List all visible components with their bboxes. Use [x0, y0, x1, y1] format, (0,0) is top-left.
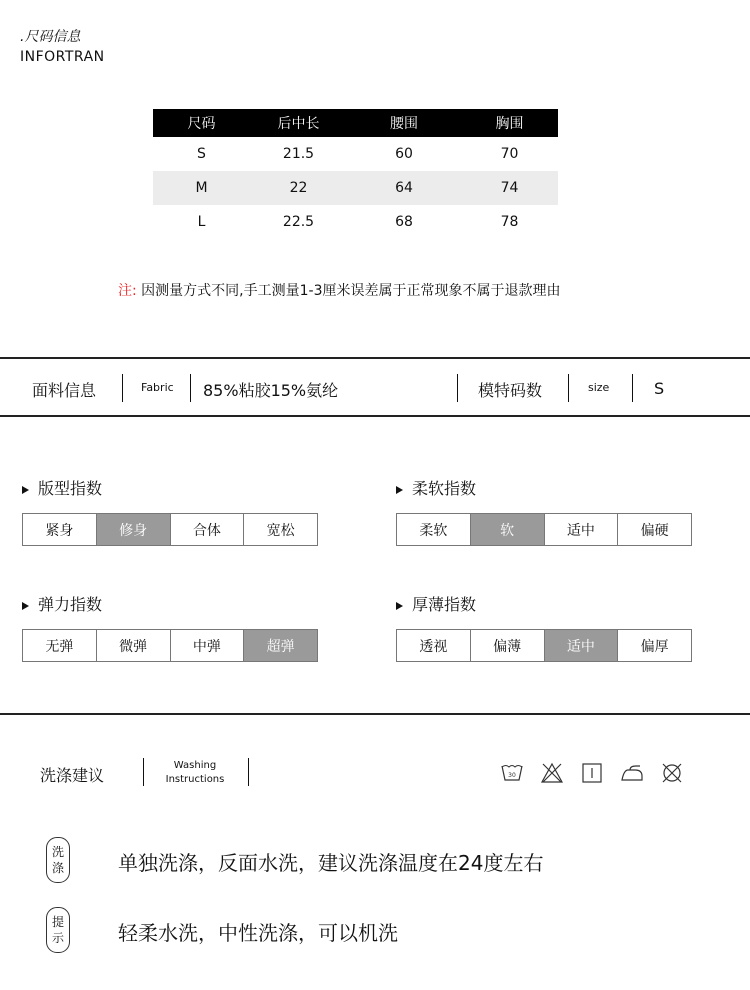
table-cell: 64 [395, 180, 413, 196]
model-size-label: 模特码数 [478, 381, 543, 400]
index-title: 柔软指数 [396, 476, 692, 499]
size-table [153, 109, 558, 239]
care-instruction: 单独洗涤，反面水洗，建议洗涤温度在24度左右 [118, 851, 544, 875]
iron-icon [620, 761, 644, 785]
scale-option: 微弹 [96, 630, 170, 661]
fabric-value: 85%粘胶15%氨纶 [203, 381, 339, 400]
note-label: 注: [118, 283, 137, 299]
scale-option: 偏硬 [617, 514, 691, 545]
index-title: 厚薄指数 [396, 592, 692, 615]
index-title: 弹力指数 [22, 592, 318, 615]
separator [248, 758, 249, 786]
scale-option-selected: 适中 [544, 630, 618, 661]
separator [632, 374, 633, 402]
table-cell: L [197, 214, 206, 230]
divider [0, 415, 750, 417]
index-scale [396, 629, 692, 662]
triangle-bullet-icon [22, 602, 29, 610]
wash-30-icon [500, 761, 524, 785]
triangle-bullet-icon [396, 602, 403, 610]
scale-option-selected: 超弹 [243, 630, 317, 661]
scale-option: 无弹 [45, 638, 74, 655]
triangle-bullet-icon [22, 486, 29, 494]
scale-option: 偏厚 [617, 630, 691, 661]
table-row [153, 171, 558, 205]
table-cell: 78 [500, 214, 519, 230]
divider [0, 713, 750, 715]
column-header: 腰围 [390, 116, 418, 132]
scale-option: 紧身 [45, 522, 74, 539]
care-instruction: 轻柔水洗，中性洗涤，可以机洗 [118, 921, 398, 945]
table-cell: 70 [500, 146, 519, 162]
scale-option: 适中 [544, 514, 618, 545]
section-title-cn: .尺码信息 [20, 29, 81, 45]
separator [457, 374, 458, 402]
separator [568, 374, 569, 402]
scale-option: 偏薄 [470, 630, 544, 661]
fabric-label-en: Fabric [141, 381, 174, 394]
column-header: 后中长 [277, 116, 320, 132]
triangle-bullet-icon [396, 486, 403, 494]
model-size-value: S [654, 379, 665, 398]
separator [122, 374, 123, 402]
scale-option: 透视 [419, 638, 448, 655]
index-title: 版型指数 [22, 476, 318, 499]
scale-option: 宽松 [243, 514, 317, 545]
index-scale [22, 513, 318, 546]
wash-temp-label: 30 [508, 772, 516, 779]
no-bleach-icon [540, 761, 564, 785]
thickness-index [396, 592, 692, 662]
column-header: 尺码 [187, 116, 216, 132]
table-cell: 60 [395, 146, 413, 162]
fabric-label: 面料信息 [32, 381, 97, 400]
washing-label: 洗涤建议 [40, 766, 105, 785]
separator [190, 374, 191, 402]
table-cell: 21.5 [282, 146, 315, 162]
section-title-en: INFORTRAN [20, 49, 105, 65]
index-scale [396, 513, 692, 546]
scale-option: 合体 [170, 514, 244, 545]
table-cell: S [197, 146, 206, 162]
table-row [153, 137, 558, 171]
table-cell: 22 [289, 180, 308, 196]
scale-option: 柔软 [419, 522, 448, 539]
column-header: 胸围 [495, 116, 524, 132]
wash-badge-icon: 洗 涤 [46, 837, 70, 883]
fit-index [22, 476, 318, 546]
scale-option-selected: 修身 [96, 514, 170, 545]
scale-option: 中弹 [170, 630, 244, 661]
table-cell: M [195, 180, 208, 196]
separator [143, 758, 144, 786]
table-row [153, 205, 558, 239]
line-dry-icon [580, 761, 604, 785]
table-header-row [153, 109, 558, 137]
measurement-note [118, 280, 561, 300]
table-cell: 68 [395, 214, 413, 230]
table-cell: 74 [500, 180, 519, 196]
note-text: 因测量方式不同,手工测量1-3厘米误差属于正常现象不属于退款理由 [141, 283, 561, 299]
softness-index [396, 476, 692, 546]
elasticity-index [22, 592, 318, 662]
washing-label-en: Washing Instructions [165, 760, 225, 785]
no-dry-clean-icon [660, 761, 684, 785]
table-cell: 22.5 [282, 214, 315, 230]
divider [0, 357, 750, 359]
model-size-label-en: size [588, 381, 610, 394]
index-scale [22, 629, 318, 662]
tip-badge-icon: 提 示 [46, 907, 70, 953]
scale-option-selected: 软 [470, 514, 544, 545]
